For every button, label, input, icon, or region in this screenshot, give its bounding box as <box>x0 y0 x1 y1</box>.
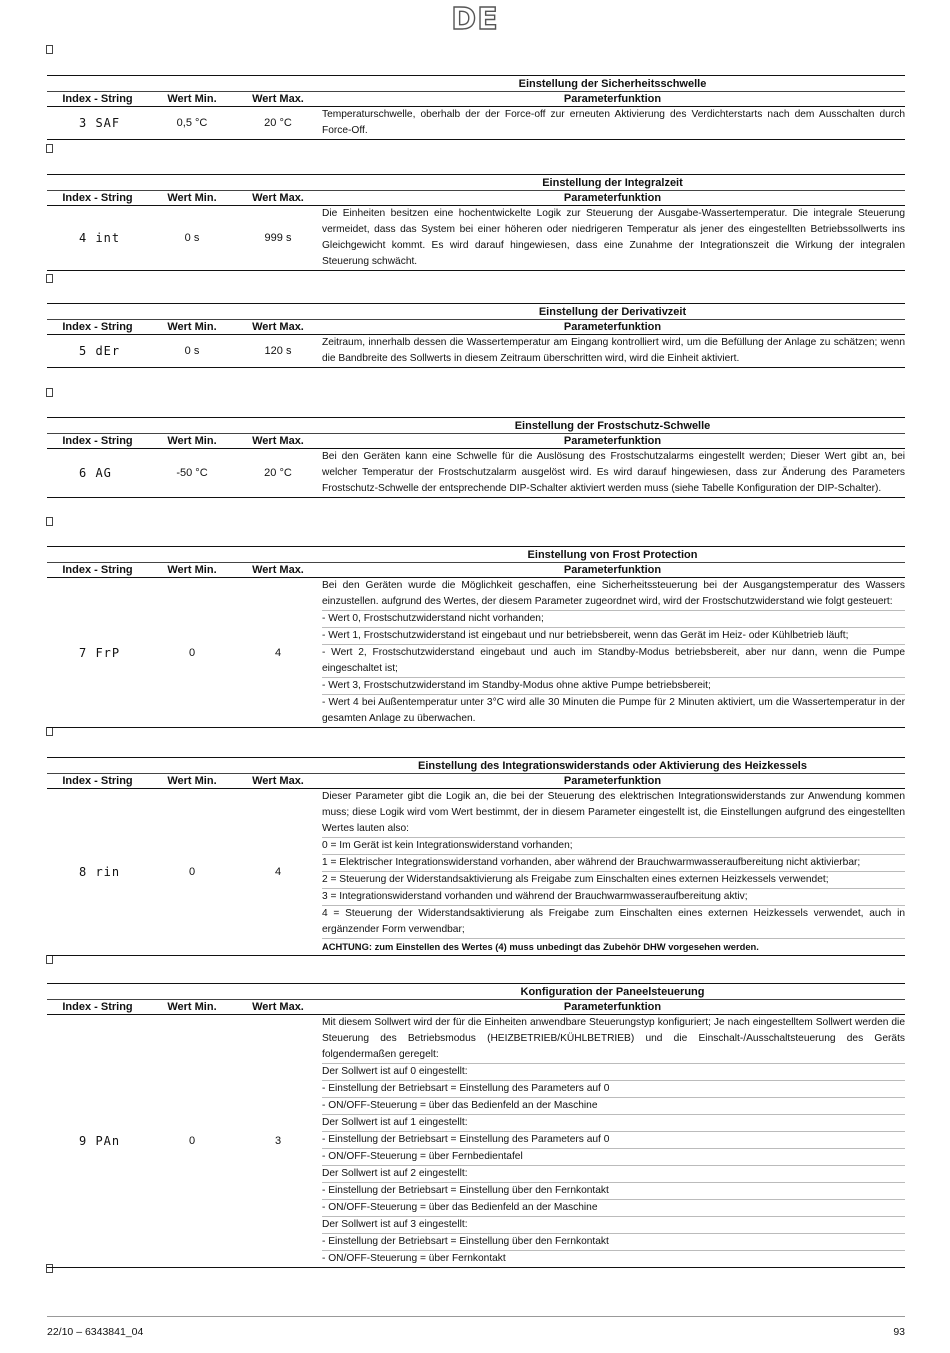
parameter-table-block <box>47 757 905 956</box>
section-marker-icon <box>46 388 53 397</box>
function-line: Der Sollwert ist auf 2 eingestellt: <box>322 1166 905 1183</box>
function-line: Der Sollwert ist auf 0 eingestellt: <box>322 1064 905 1081</box>
function-line: Zeitraum, innerhalb dessen die Wassertemperatur am Eingang kontrolliert wird, um die Befüllung der Anlage zu schätzen; wenn die Bandbreite des Sollwerts in diesem Zeitraum überschritten wird, wird die Einheit aktiviert. <box>322 337 905 364</box>
parameter-function <box>320 578 905 728</box>
section-marker-icon <box>46 517 53 526</box>
index-string: 3 SAF <box>47 107 148 140</box>
parameter-function <box>320 206 905 271</box>
max-value: 20 °C <box>236 449 320 498</box>
page-number: 93 <box>893 1326 905 1338</box>
parameter-table-block <box>47 75 905 140</box>
max-value: 120 s <box>236 335 320 368</box>
section-marker-icon <box>46 144 53 153</box>
column-header-index: Index - String <box>47 320 148 335</box>
function-line: Mit diesem Sollwert wird der für die Einheiten anwendbare Steuerungstyp konfiguriert; Je nach eingestelltem Sollwert werden die Steuerung des Betriebsmodus (HEIZBETRIEB/KÜHLBETRIEB) und die Einschalt-/Ausschaltsteuerung des Geräts folgendermaßen geregelt: <box>322 1015 905 1064</box>
function-line: - Wert 4 bei Außentemperatur unter 3°C wird alle 30 Minuten die Pumpe für 2 Minuten aktiviert, um die Wassertemperatur in der gesamten Anlage zu überwachen. <box>322 697 905 724</box>
column-header-function: Parameterfunktion <box>320 92 905 107</box>
function-line: 0 = Im Gerät ist kein Integrationswiderstand vorhanden; <box>322 838 905 855</box>
parameter-table <box>47 174 905 271</box>
function-line: - Wert 3, Frostschutzwiderstand im Standby-Modus ohne aktive Pumpe betriebsbereit; <box>322 678 905 695</box>
column-header-min: Wert Min. <box>148 92 236 107</box>
column-header-min: Wert Min. <box>148 434 236 449</box>
section-marker-icon <box>46 274 53 283</box>
function-line: - Wert 1, Frostschutzwiderstand ist eingebaut und nur betriebsbereit, wenn das Gerät im Heiz- oder Kühlbetrieb läuft; <box>322 628 905 645</box>
parameter-function <box>320 107 905 140</box>
index-string: 8 rin <box>47 789 148 956</box>
function-line: - Einstellung der Betriebsart = Einstellung des Parameters auf 0 <box>322 1081 905 1098</box>
function-line: 1 = Elektrischer Integrationswiderstand vorhanden, aber während der Brauchwarmwasseraufbereitung nicht aktivierbar; <box>322 855 905 872</box>
column-header-index: Index - String <box>47 563 148 578</box>
parameter-table <box>47 757 905 956</box>
table-title: Einstellung der Frostschutz-Schwelle <box>320 418 905 434</box>
column-header-function: Parameterfunktion <box>320 774 905 789</box>
column-header-max: Wert Max. <box>236 434 320 449</box>
footer-divider <box>47 1316 905 1317</box>
language-badge: DE <box>451 2 499 37</box>
table-title: Einstellung der Sicherheitsschwelle <box>320 76 905 92</box>
function-line: Bei den Geräten wurde die Möglichkeit geschaffen, eine Sicherheitssteuerung bei der Ausgangstemperatur des Wassers einzustellen. aufgrund des Wertes, der diesem Parameter zugeordnet wird, wird der Frostschutzwiderstand wie folgt gesteuert: <box>322 578 905 611</box>
function-line: 4 = Steuerung der Widerstandsaktivierung als Freigabe zum Einschalten eines externen Heizkessels verwendet, auch in ergänzender Form verwendbar; <box>322 906 905 939</box>
parameter-table-block <box>47 546 905 728</box>
column-header-index: Index - String <box>47 774 148 789</box>
column-header-max: Wert Max. <box>236 774 320 789</box>
parameter-function <box>320 1015 905 1268</box>
parameter-table-block <box>47 983 905 1268</box>
function-line: 2 = Steuerung der Widerstandsaktivierung als Freigabe zum Einschalten eines externen Heizkessels verwendet; <box>322 872 905 889</box>
function-line: Der Sollwert ist auf 1 eingestellt: <box>322 1115 905 1132</box>
parameter-table-block <box>47 303 905 368</box>
column-header-index: Index - String <box>47 191 148 206</box>
column-header-index: Index - String <box>47 1000 148 1015</box>
table-title: Einstellung der Derivativzeit <box>320 304 905 320</box>
parameter-table <box>47 75 905 140</box>
column-header-function: Parameterfunktion <box>320 563 905 578</box>
table-title: Einstellung des Integrationswiderstands oder Aktivierung des Heizkessels <box>320 758 905 774</box>
table-title: Einstellung der Integralzeit <box>320 175 905 191</box>
column-header-index: Index - String <box>47 434 148 449</box>
table-row <box>47 107 905 140</box>
max-value: 20 °C <box>236 107 320 140</box>
min-value: 0 s <box>148 335 236 368</box>
index-string: 7 FrP <box>47 578 148 728</box>
function-line: Bei den Geräten kann eine Schwelle für die Auslösung des Frostschutzalarms eingestellt werden; Dieser Wert gibt an, bei welcher Temperatur der Frostschutzalarm ausgelöst wird. Es wird darauf hingewiesen, dass zur Änderung des Parameters Frostschutz-Schwelle der entsprechende DIP-Schalter aktiviert werden muss (siehe Tabelle Konfiguration der DIP-Schalter). <box>322 451 905 494</box>
function-line: Dieser Parameter gibt die Logik an, die bei der Steuerung des elektrischen Integrationswiderstands zur Anwendung kommen muss; diese Logik wird vom Wert bestimmt, der in diesem Parameter eingestellt ist, die Einstellungen aufgrund des eingestellten Wertes lauten also: <box>322 789 905 838</box>
min-value: -50 °C <box>148 449 236 498</box>
function-line: - ON/OFF-Steuerung = über Fernbedientafel <box>322 1149 905 1166</box>
min-value: 0 <box>148 789 236 956</box>
column-header-function: Parameterfunktion <box>320 191 905 206</box>
column-header-min: Wert Min. <box>148 774 236 789</box>
column-header-min: Wert Min. <box>148 563 236 578</box>
table-title: Einstellung von Frost Protection <box>320 547 905 563</box>
function-line: - ON/OFF-Steuerung = über das Bedienfeld an der Maschine <box>322 1200 905 1217</box>
table-row <box>47 789 905 956</box>
function-line: - ON/OFF-Steuerung = über das Bedienfeld an der Maschine <box>322 1098 905 1115</box>
column-header-max: Wert Max. <box>236 320 320 335</box>
function-line: - Einstellung der Betriebsart = Einstellung über den Fernkontakt <box>322 1183 905 1200</box>
min-value: 0,5 °C <box>148 107 236 140</box>
min-value: 0 <box>148 1015 236 1268</box>
column-header-max: Wert Max. <box>236 191 320 206</box>
column-header-function: Parameterfunktion <box>320 434 905 449</box>
column-header-min: Wert Min. <box>148 1000 236 1015</box>
document-reference: 22/10 – 6343841_04 <box>47 1326 144 1338</box>
parameter-function <box>320 449 905 498</box>
parameter-table <box>47 546 905 728</box>
index-string: 4 int <box>47 206 148 271</box>
function-line: - Wert 0, Frostschutzwiderstand nicht vorhanden; <box>322 611 905 628</box>
column-header-function: Parameterfunktion <box>320 320 905 335</box>
min-value: 0 <box>148 578 236 728</box>
function-line: Die Einheiten besitzen eine hochentwickelte Logik zur Steuerung der Ausgabe-Wassertemperatur. Die integrale Steuerung vermeidet, dass das System bei einer höheren oder niedrigeren Temperatur als jener des eingestellten Betriebssollwerts ins Gleichgewicht kommt. Es wird darauf hingewiesen, dass eine Zunahme der Integrationszeit die Wirkung der integralen Steuerung schwächt. <box>322 208 905 267</box>
column-header-max: Wert Max. <box>236 563 320 578</box>
index-string: 5 dEr <box>47 335 148 368</box>
section-marker-icon <box>46 727 53 736</box>
parameter-function <box>320 789 905 956</box>
column-header-max: Wert Max. <box>236 92 320 107</box>
section-marker-icon <box>46 45 53 54</box>
parameter-function <box>320 335 905 368</box>
function-line: - ON/OFF-Steuerung = über Fernkontakt <box>322 1253 506 1264</box>
warning-note: ACHTUNG: zum Einstellen des Wertes (4) muss unbedingt das Zubehör DHW vorgesehen werden. <box>322 941 759 952</box>
function-line: Temperaturschwelle, oberhalb der der Force-off zur erneuten Aktivierung des Verdichterstarts nach dem Ausschalten durch Force-Off. <box>322 109 905 136</box>
column-header-index: Index - String <box>47 92 148 107</box>
column-header-min: Wert Min. <box>148 320 236 335</box>
index-string: 9 PAn <box>47 1015 148 1268</box>
max-value: 4 <box>236 789 320 956</box>
function-line: - Wert 2, Frostschutzwiderstand eingebaut und auch im Standby-Modus betriebsbereit, aber nur dann, wenn die Pumpe eingeschaltet ist; <box>322 645 905 678</box>
function-line: Der Sollwert ist auf 3 eingestellt: <box>322 1217 905 1234</box>
function-line: - Einstellung der Betriebsart = Einstellung des Parameters auf 0 <box>322 1132 905 1149</box>
parameter-table <box>47 417 905 498</box>
table-title: Konfiguration der Paneelsteuerung <box>320 984 905 1000</box>
table-row <box>47 449 905 498</box>
parameter-table <box>47 983 905 1268</box>
table-row <box>47 1015 905 1268</box>
max-value: 999 s <box>236 206 320 271</box>
parameter-table <box>47 303 905 368</box>
function-line: - Einstellung der Betriebsart = Einstellung über den Fernkontakt <box>322 1234 905 1251</box>
max-value: 4 <box>236 578 320 728</box>
column-header-min: Wert Min. <box>148 191 236 206</box>
table-row <box>47 335 905 368</box>
parameter-table-block <box>47 417 905 498</box>
min-value: 0 s <box>148 206 236 271</box>
column-header-function: Parameterfunktion <box>320 1000 905 1015</box>
section-marker-icon <box>46 955 53 964</box>
parameter-table-block <box>47 174 905 271</box>
index-string: 6 AG <box>47 449 148 498</box>
function-line: 3 = Integrationswiderstand vorhanden und während der Brauchwarmwasseraufbereitung aktiv; <box>322 889 905 906</box>
column-header-max: Wert Max. <box>236 1000 320 1015</box>
table-row <box>47 578 905 728</box>
max-value: 3 <box>236 1015 320 1268</box>
table-row <box>47 206 905 271</box>
